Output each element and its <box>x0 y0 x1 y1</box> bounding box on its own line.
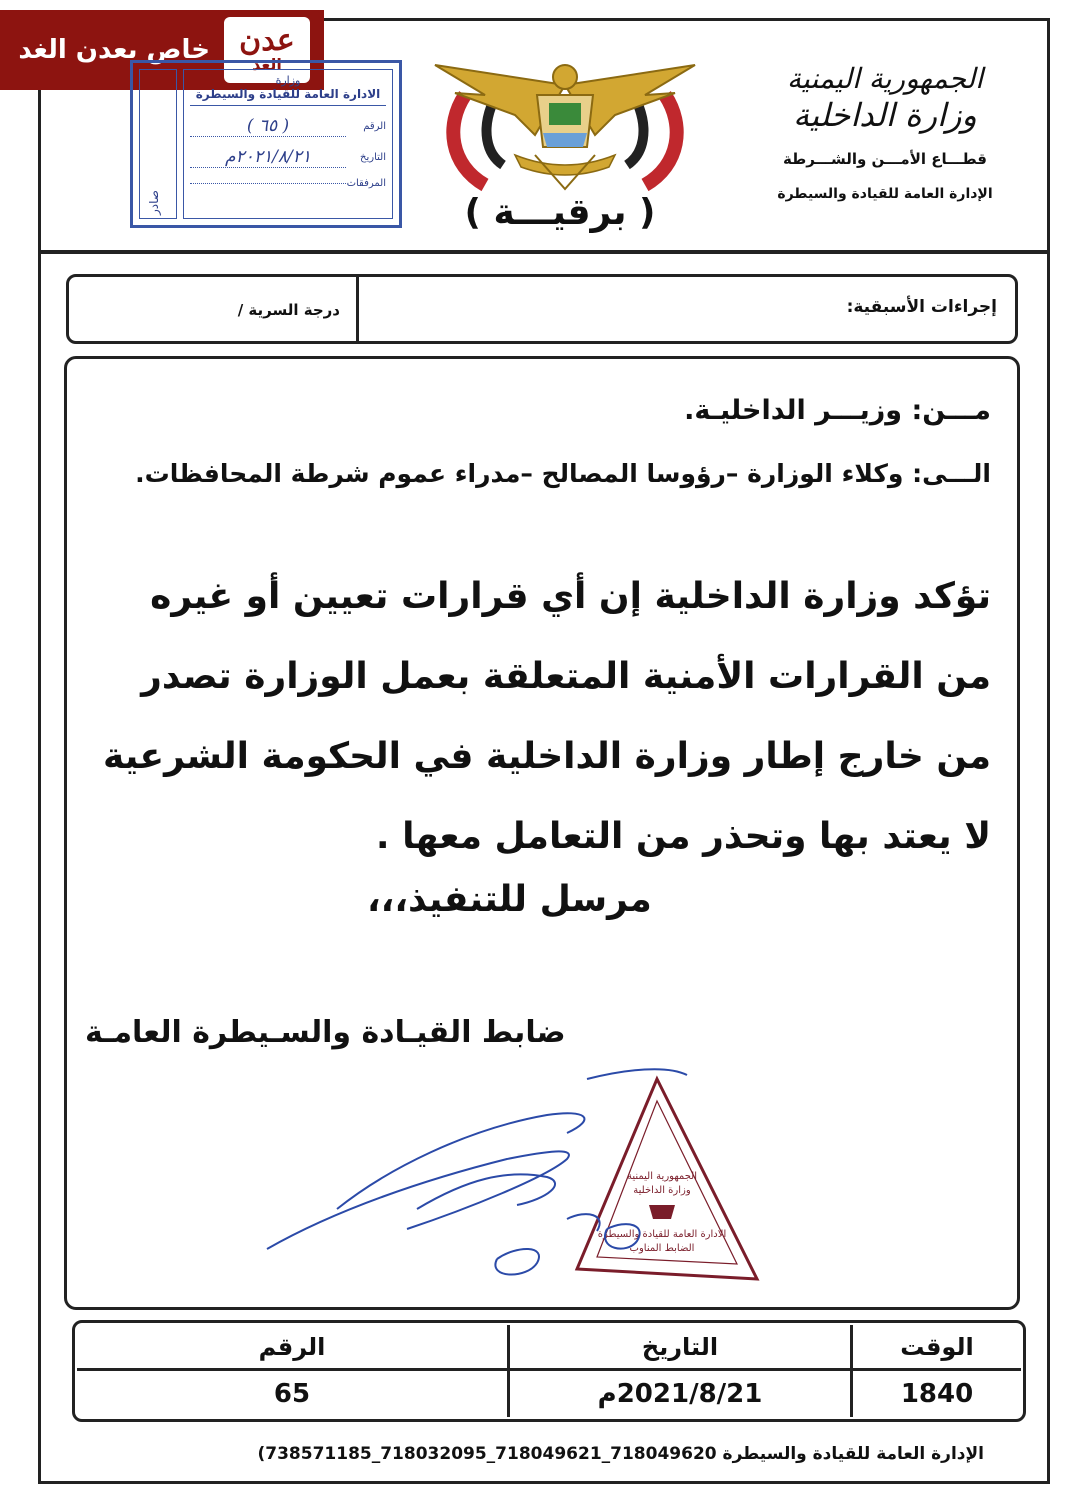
stamp-side-text <box>140 70 176 220</box>
message-from: مـــن: وزيـــر الداخليـة. <box>684 395 991 426</box>
aden-alghad-logo: عدن الغد <box>224 17 310 83</box>
date-header: التاريخ <box>507 1325 853 1371</box>
classification-fields <box>66 274 1018 344</box>
stamp-side-column <box>139 69 177 219</box>
header-issuer <box>760 62 1010 202</box>
footer-label: الإدارة العامة للقيادة والسيطرة <box>722 1444 984 1464</box>
svg-text:الادارة العامة للقيادة والسيطر: الادارة العامة للقيادة والسيطرة <box>597 1229 727 1240</box>
message-closing: مرسل للتنفيذ،،، <box>367 879 652 920</box>
signature-and-seal <box>247 1059 787 1289</box>
sector-name: قطـــاع الأمـــن والشـــرطة <box>783 150 987 168</box>
yemen-eagle-emblem-icon <box>425 55 705 195</box>
header-divider <box>40 250 1050 254</box>
message-text: تؤكد وزارة الداخلية إن أي قرارات تعيين أو غيره من القرارات الأمنية المتعلقة بعمل الوزارة تصدر من خارج إطار وزارة الداخلية في الحكومة الشرعية لا يعتد بها وتحذر من التعامل معها . <box>102 576 991 857</box>
republic-name: الجمهورية اليمنية <box>786 62 984 95</box>
document-type-title: ( برقيـــة ) <box>464 192 656 233</box>
number-value: 65 <box>273 1379 311 1409</box>
date-value: 2021/8/21م <box>507 1371 853 1417</box>
footer-contacts <box>258 1444 985 1464</box>
stamp-attach-row: المرفقات <box>190 178 386 189</box>
secrecy-field: درجة السرية / <box>69 277 359 341</box>
transmission-table <box>72 1320 1026 1422</box>
register-stamp <box>130 60 402 228</box>
number-header: الرقم <box>77 1325 507 1371</box>
stamp-fields: وزارة الادارة العامة للقيادة والسيطرة الرقم ( ٦٥ ) التاريخ ٢٠٢١/٨/٢١م المرفقات <box>183 69 393 219</box>
admin-name: الإدارة العامة للقيادة والسيطرة <box>777 186 993 202</box>
stamp-number: ( ٦٥ ) <box>190 116 346 137</box>
footer-phones: (738571185_718032095_718049621_718049620 <box>257 1444 717 1464</box>
stamp-date-row: التاريخ ٢٠٢١/٨/٢١م <box>190 147 386 168</box>
svg-text:الضابط المناوب: الضابط المناوب <box>629 1243 695 1254</box>
stamp-org: الادارة العامة للقيادة والسيطرة <box>190 87 386 106</box>
time-header: الوقت <box>853 1325 1021 1371</box>
message-body <box>64 356 1020 1310</box>
priority-field: إجراءات الأسبقية: <box>846 297 997 317</box>
svg-text:صادر: صادر <box>147 190 161 215</box>
svg-text:وزارة الداخلية: وزارة الداخلية <box>633 1185 691 1196</box>
watermark-text: خاص بعدن الغد <box>18 35 210 65</box>
stamp-date: ٢٠٢١/٨/٢١م <box>190 147 346 168</box>
time-value: 1840 <box>900 1379 974 1409</box>
stamp-number-row: الرقم ( ٦٥ ) <box>190 116 386 137</box>
handwritten-signature <box>267 1069 687 1274</box>
official-seal-icon <box>577 1079 757 1279</box>
svg-text:الجمهورية اليمنية: الجمهورية اليمنية <box>626 1171 698 1182</box>
message-to: الـــى: وكلاء الوزارة –رؤوسا المصالح –مدراء عموم شرطة المحافظات. <box>135 459 991 488</box>
ministry-name: وزارة الداخلية <box>793 96 977 134</box>
signatory-title: ضابط القيـادة والسـيطرة العامـة <box>85 1015 566 1050</box>
